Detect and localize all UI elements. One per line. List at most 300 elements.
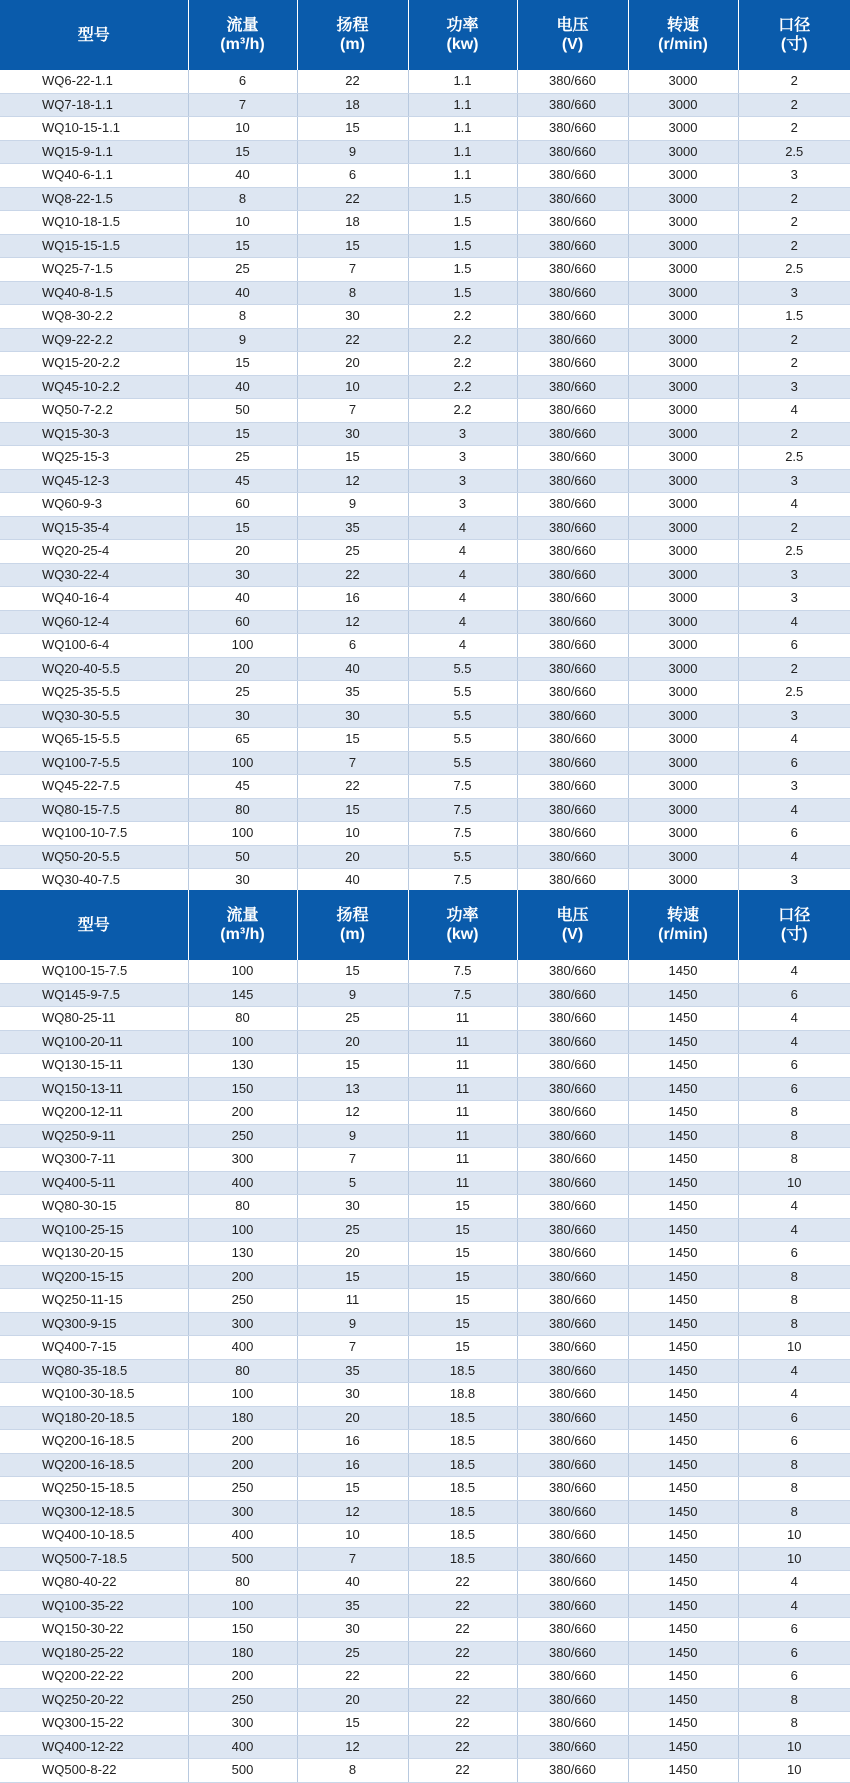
cell-model: WQ50-20-5.5 xyxy=(0,845,188,869)
column-header-label: 功率 xyxy=(409,906,517,925)
table-row xyxy=(0,1759,850,1783)
table-row xyxy=(0,375,850,399)
cell-power: 4 xyxy=(408,563,517,587)
cell-speed: 1450 xyxy=(628,960,738,983)
cell-flow: 40 xyxy=(188,164,297,188)
cell-head: 7 xyxy=(297,751,408,775)
table-body xyxy=(0,70,850,916)
table-row xyxy=(0,1359,850,1383)
cell-head: 12 xyxy=(297,1735,408,1759)
cell-speed: 1450 xyxy=(628,1594,738,1618)
cell-voltage: 380/660 xyxy=(517,1289,628,1313)
cell-flow: 300 xyxy=(188,1712,297,1736)
cell-power: 7.5 xyxy=(408,983,517,1007)
cell-speed: 1450 xyxy=(628,1406,738,1430)
cell-power: 5.5 xyxy=(408,704,517,728)
cell-flow: 100 xyxy=(188,1383,297,1407)
cell-head: 15 xyxy=(297,1477,408,1501)
cell-diameter: 8 xyxy=(738,1312,850,1336)
cell-speed: 3000 xyxy=(628,446,738,470)
cell-voltage: 380/660 xyxy=(517,258,628,282)
cell-speed: 1450 xyxy=(628,1124,738,1148)
cell-power: 4 xyxy=(408,587,517,611)
cell-diameter: 4 xyxy=(738,798,850,822)
cell-diameter: 2 xyxy=(738,422,850,446)
cell-head: 15 xyxy=(297,1054,408,1078)
cell-diameter: 3 xyxy=(738,704,850,728)
cell-diameter: 6 xyxy=(738,1430,850,1454)
cell-flow: 8 xyxy=(188,187,297,211)
cell-head: 22 xyxy=(297,775,408,799)
column-header-label: 扬程 xyxy=(298,16,408,35)
cell-speed: 1450 xyxy=(628,1383,738,1407)
cell-diameter: 6 xyxy=(738,822,850,846)
cell-model: WQ8-22-1.5 xyxy=(0,187,188,211)
cell-head: 10 xyxy=(297,822,408,846)
table-row xyxy=(0,93,850,117)
cell-voltage: 380/660 xyxy=(517,1007,628,1031)
table-row xyxy=(0,751,850,775)
cell-flow: 25 xyxy=(188,446,297,470)
cell-voltage: 380/660 xyxy=(517,1641,628,1665)
table-row xyxy=(0,422,850,446)
cell-speed: 1450 xyxy=(628,1242,738,1266)
table-row xyxy=(0,1688,850,1712)
cell-diameter: 3 xyxy=(738,375,850,399)
cell-flow: 180 xyxy=(188,1406,297,1430)
cell-voltage: 380/660 xyxy=(517,1594,628,1618)
cell-speed: 3000 xyxy=(628,845,738,869)
cell-power: 5.5 xyxy=(408,728,517,752)
cell-voltage: 380/660 xyxy=(517,775,628,799)
cell-power: 1.5 xyxy=(408,234,517,258)
cell-speed: 3000 xyxy=(628,422,738,446)
cell-flow: 60 xyxy=(188,610,297,634)
cell-power: 5.5 xyxy=(408,845,517,869)
cell-power: 22 xyxy=(408,1571,517,1595)
column-header-voltage xyxy=(517,890,628,960)
cell-model: WQ200-16-18.5 xyxy=(0,1453,188,1477)
cell-flow: 25 xyxy=(188,681,297,705)
cell-power: 15 xyxy=(408,1336,517,1360)
cell-model: WQ400-7-15 xyxy=(0,1336,188,1360)
cell-speed: 1450 xyxy=(628,1524,738,1548)
cell-model: WQ180-25-22 xyxy=(0,1641,188,1665)
cell-model: WQ200-12-11 xyxy=(0,1101,188,1125)
cell-flow: 15 xyxy=(188,422,297,446)
cell-model: WQ200-22-22 xyxy=(0,1665,188,1689)
cell-model: WQ100-20-11 xyxy=(0,1030,188,1054)
column-header-diameter xyxy=(738,0,850,70)
cell-head: 9 xyxy=(297,983,408,1007)
cell-speed: 3000 xyxy=(628,634,738,658)
cell-speed: 1450 xyxy=(628,1218,738,1242)
table-row xyxy=(0,775,850,799)
cell-speed: 1450 xyxy=(628,1641,738,1665)
cell-voltage: 380/660 xyxy=(517,1124,628,1148)
cell-power: 1.5 xyxy=(408,281,517,305)
cell-voltage: 380/660 xyxy=(517,328,628,352)
cell-diameter: 6 xyxy=(738,1641,850,1665)
cell-diameter: 10 xyxy=(738,1547,850,1571)
cell-model: WQ100-30-18.5 xyxy=(0,1383,188,1407)
cell-diameter: 10 xyxy=(738,1336,850,1360)
column-header-label: 扬程 xyxy=(298,906,408,925)
column-header-head xyxy=(297,890,408,960)
column-header-speed xyxy=(628,0,738,70)
cell-head: 15 xyxy=(297,1712,408,1736)
cell-diameter: 4 xyxy=(738,1383,850,1407)
cell-flow: 20 xyxy=(188,540,297,564)
cell-power: 7.5 xyxy=(408,960,517,983)
cell-voltage: 380/660 xyxy=(517,845,628,869)
cell-voltage: 380/660 xyxy=(517,751,628,775)
cell-flow: 400 xyxy=(188,1171,297,1195)
cell-model: WQ130-20-15 xyxy=(0,1242,188,1266)
cell-voltage: 380/660 xyxy=(517,1195,628,1219)
cell-voltage: 380/660 xyxy=(517,1265,628,1289)
cell-speed: 1450 xyxy=(628,1688,738,1712)
cell-voltage: 380/660 xyxy=(517,540,628,564)
cell-flow: 300 xyxy=(188,1312,297,1336)
column-header-model xyxy=(0,890,188,960)
cell-model: WQ100-6-4 xyxy=(0,634,188,658)
cell-voltage: 380/660 xyxy=(517,1030,628,1054)
cell-model: WQ25-35-5.5 xyxy=(0,681,188,705)
cell-head: 7 xyxy=(297,1336,408,1360)
cell-power: 7.5 xyxy=(408,822,517,846)
cell-head: 25 xyxy=(297,540,408,564)
cell-model: WQ250-15-18.5 xyxy=(0,1477,188,1501)
table-row xyxy=(0,1312,850,1336)
cell-head: 22 xyxy=(297,563,408,587)
cell-flow: 200 xyxy=(188,1453,297,1477)
cell-model: WQ7-18-1.1 xyxy=(0,93,188,117)
cell-speed: 3000 xyxy=(628,610,738,634)
cell-voltage: 380/660 xyxy=(517,1712,628,1736)
cell-flow: 80 xyxy=(188,1007,297,1031)
cell-power: 5.5 xyxy=(408,657,517,681)
cell-power: 4 xyxy=(408,516,517,540)
cell-diameter: 4 xyxy=(738,399,850,423)
cell-speed: 3000 xyxy=(628,352,738,376)
cell-model: WQ300-12-18.5 xyxy=(0,1500,188,1524)
cell-voltage: 380/660 xyxy=(517,234,628,258)
cell-diameter: 3 xyxy=(738,164,850,188)
table-row xyxy=(0,1383,850,1407)
cell-voltage: 380/660 xyxy=(517,1171,628,1195)
cell-power: 7.5 xyxy=(408,869,517,893)
cell-model: WQ80-15-7.5 xyxy=(0,798,188,822)
column-header-unit: (V) xyxy=(518,35,628,54)
cell-flow: 60 xyxy=(188,493,297,517)
column-header-label: 转速 xyxy=(629,16,738,35)
cell-diameter: 2 xyxy=(738,70,850,93)
cell-flow: 250 xyxy=(188,1477,297,1501)
cell-speed: 3000 xyxy=(628,93,738,117)
table-row xyxy=(0,1077,850,1101)
cell-flow: 50 xyxy=(188,845,297,869)
cell-model: WQ40-16-4 xyxy=(0,587,188,611)
cell-speed: 1450 xyxy=(628,1359,738,1383)
cell-flow: 15 xyxy=(188,234,297,258)
cell-head: 9 xyxy=(297,1124,408,1148)
cell-diameter: 3 xyxy=(738,563,850,587)
cell-voltage: 380/660 xyxy=(517,375,628,399)
cell-speed: 3000 xyxy=(628,704,738,728)
cell-flow: 400 xyxy=(188,1336,297,1360)
cell-diameter: 4 xyxy=(738,960,850,983)
cell-model: WQ300-15-22 xyxy=(0,1712,188,1736)
table-row xyxy=(0,1007,850,1031)
cell-diameter: 2.5 xyxy=(738,540,850,564)
table-row xyxy=(0,798,850,822)
column-header-unit: (kw) xyxy=(409,35,517,54)
cell-speed: 1450 xyxy=(628,1289,738,1313)
cell-head: 30 xyxy=(297,1618,408,1642)
cell-diameter: 2 xyxy=(738,516,850,540)
cell-power: 1.5 xyxy=(408,258,517,282)
cell-model: WQ6-22-1.1 xyxy=(0,70,188,93)
cell-flow: 8 xyxy=(188,305,297,329)
cell-model: WQ200-15-15 xyxy=(0,1265,188,1289)
cell-diameter: 4 xyxy=(738,493,850,517)
column-header-label: 口径 xyxy=(739,16,850,35)
cell-head: 18 xyxy=(297,93,408,117)
cell-model: WQ30-30-5.5 xyxy=(0,704,188,728)
cell-speed: 3000 xyxy=(628,164,738,188)
cell-head: 12 xyxy=(297,469,408,493)
cell-flow: 130 xyxy=(188,1054,297,1078)
table-row xyxy=(0,563,850,587)
cell-diameter: 8 xyxy=(738,1289,850,1313)
cell-diameter: 6 xyxy=(738,1618,850,1642)
table-row xyxy=(0,352,850,376)
column-header-label: 口径 xyxy=(739,906,850,925)
cell-model: WQ100-25-15 xyxy=(0,1218,188,1242)
cell-flow: 250 xyxy=(188,1289,297,1313)
cell-flow: 6 xyxy=(188,70,297,93)
cell-head: 20 xyxy=(297,1406,408,1430)
cell-diameter: 6 xyxy=(738,1406,850,1430)
cell-model: WQ500-7-18.5 xyxy=(0,1547,188,1571)
column-header-unit: (V) xyxy=(518,925,628,944)
cell-flow: 300 xyxy=(188,1148,297,1172)
cell-speed: 1450 xyxy=(628,1030,738,1054)
cell-flow: 15 xyxy=(188,140,297,164)
table-row xyxy=(0,1406,850,1430)
cell-voltage: 380/660 xyxy=(517,1477,628,1501)
cell-head: 30 xyxy=(297,1195,408,1219)
cell-model: WQ60-12-4 xyxy=(0,610,188,634)
cell-speed: 1450 xyxy=(628,1477,738,1501)
cell-speed: 3000 xyxy=(628,70,738,93)
cell-flow: 100 xyxy=(188,960,297,983)
cell-model: WQ500-8-22 xyxy=(0,1759,188,1783)
cell-flow: 400 xyxy=(188,1735,297,1759)
cell-voltage: 380/660 xyxy=(517,1312,628,1336)
cell-flow: 30 xyxy=(188,869,297,893)
cell-power: 22 xyxy=(408,1688,517,1712)
cell-model: WQ180-20-18.5 xyxy=(0,1406,188,1430)
cell-head: 10 xyxy=(297,1524,408,1548)
cell-head: 15 xyxy=(297,117,408,141)
cell-diameter: 10 xyxy=(738,1759,850,1783)
cell-speed: 3000 xyxy=(628,328,738,352)
table-row xyxy=(0,1477,850,1501)
table-row xyxy=(0,983,850,1007)
cell-head: 10 xyxy=(297,375,408,399)
cell-model: WQ40-6-1.1 xyxy=(0,164,188,188)
cell-diameter: 6 xyxy=(738,1054,850,1078)
column-header-unit: (m) xyxy=(298,35,408,54)
cell-model: WQ10-18-1.5 xyxy=(0,211,188,235)
cell-power: 15 xyxy=(408,1195,517,1219)
cell-head: 25 xyxy=(297,1641,408,1665)
cell-speed: 1450 xyxy=(628,1265,738,1289)
cell-model: WQ40-8-1.5 xyxy=(0,281,188,305)
cell-voltage: 380/660 xyxy=(517,305,628,329)
cell-model: WQ50-7-2.2 xyxy=(0,399,188,423)
cell-head: 20 xyxy=(297,845,408,869)
cell-power: 2.2 xyxy=(408,399,517,423)
table-row xyxy=(0,1242,850,1266)
column-header-label: 型号 xyxy=(0,26,188,45)
cell-speed: 1450 xyxy=(628,1101,738,1125)
cell-speed: 3000 xyxy=(628,798,738,822)
table-row xyxy=(0,657,850,681)
cell-speed: 1450 xyxy=(628,1453,738,1477)
cell-voltage: 380/660 xyxy=(517,1054,628,1078)
cell-model: WQ15-30-3 xyxy=(0,422,188,446)
cell-model: WQ300-9-15 xyxy=(0,1312,188,1336)
cell-flow: 300 xyxy=(188,1500,297,1524)
cell-speed: 1450 xyxy=(628,983,738,1007)
table-row xyxy=(0,1148,850,1172)
cell-speed: 3000 xyxy=(628,822,738,846)
cell-head: 7 xyxy=(297,1148,408,1172)
table-row xyxy=(0,610,850,634)
cell-voltage: 380/660 xyxy=(517,164,628,188)
cell-flow: 500 xyxy=(188,1547,297,1571)
cell-voltage: 380/660 xyxy=(517,869,628,893)
cell-model: WQ30-22-4 xyxy=(0,563,188,587)
cell-head: 20 xyxy=(297,352,408,376)
table-row xyxy=(0,869,850,893)
cell-power: 15 xyxy=(408,1289,517,1313)
cell-speed: 1450 xyxy=(628,1665,738,1689)
cell-model: WQ100-15-7.5 xyxy=(0,960,188,983)
table-row xyxy=(0,1665,850,1689)
cell-speed: 3000 xyxy=(628,869,738,893)
cell-flow: 100 xyxy=(188,822,297,846)
cell-head: 20 xyxy=(297,1030,408,1054)
cell-head: 6 xyxy=(297,634,408,658)
cell-power: 1.1 xyxy=(408,164,517,188)
cell-voltage: 380/660 xyxy=(517,493,628,517)
table-row xyxy=(0,305,850,329)
cell-head: 40 xyxy=(297,869,408,893)
cell-head: 5 xyxy=(297,1171,408,1195)
cell-diameter: 3 xyxy=(738,469,850,493)
table-row xyxy=(0,117,850,141)
table-row xyxy=(0,1524,850,1548)
cell-model: WQ45-10-2.2 xyxy=(0,375,188,399)
cell-flow: 80 xyxy=(188,1571,297,1595)
cell-voltage: 380/660 xyxy=(517,798,628,822)
cell-voltage: 380/660 xyxy=(517,93,628,117)
cell-speed: 3000 xyxy=(628,140,738,164)
cell-voltage: 380/660 xyxy=(517,983,628,1007)
cell-power: 18.5 xyxy=(408,1406,517,1430)
column-header-label: 转速 xyxy=(629,906,738,925)
cell-model: WQ9-22-2.2 xyxy=(0,328,188,352)
table-row xyxy=(0,1265,850,1289)
cell-voltage: 380/660 xyxy=(517,1359,628,1383)
cell-voltage: 380/660 xyxy=(517,634,628,658)
cell-voltage: 380/660 xyxy=(517,728,628,752)
cell-speed: 3000 xyxy=(628,234,738,258)
cell-voltage: 380/660 xyxy=(517,1077,628,1101)
cell-diameter: 2 xyxy=(738,352,850,376)
cell-head: 7 xyxy=(297,1547,408,1571)
cell-power: 11 xyxy=(408,1124,517,1148)
cell-diameter: 8 xyxy=(738,1265,850,1289)
cell-voltage: 380/660 xyxy=(517,140,628,164)
cell-power: 11 xyxy=(408,1007,517,1031)
cell-speed: 3000 xyxy=(628,187,738,211)
cell-model: WQ8-30-2.2 xyxy=(0,305,188,329)
cell-diameter: 8 xyxy=(738,1124,850,1148)
cell-power: 1.5 xyxy=(408,211,517,235)
cell-voltage: 380/660 xyxy=(517,211,628,235)
cell-diameter: 2 xyxy=(738,187,850,211)
cell-power: 1.1 xyxy=(408,117,517,141)
cell-power: 5.5 xyxy=(408,751,517,775)
cell-diameter: 4 xyxy=(738,610,850,634)
column-header-label: 型号 xyxy=(0,916,188,935)
cell-power: 3 xyxy=(408,422,517,446)
cell-head: 11 xyxy=(297,1289,408,1313)
cell-voltage: 380/660 xyxy=(517,187,628,211)
cell-flow: 15 xyxy=(188,352,297,376)
cell-diameter: 2 xyxy=(738,93,850,117)
table-row xyxy=(0,1030,850,1054)
cell-flow: 100 xyxy=(188,634,297,658)
table-row xyxy=(0,1641,850,1665)
cell-voltage: 380/660 xyxy=(517,1688,628,1712)
cell-flow: 80 xyxy=(188,798,297,822)
table-row xyxy=(0,281,850,305)
cell-head: 6 xyxy=(297,164,408,188)
cell-speed: 1450 xyxy=(628,1148,738,1172)
cell-voltage: 380/660 xyxy=(517,1524,628,1548)
cell-voltage: 380/660 xyxy=(517,1571,628,1595)
cell-speed: 3000 xyxy=(628,281,738,305)
cell-model: WQ60-9-3 xyxy=(0,493,188,517)
cell-power: 11 xyxy=(408,1054,517,1078)
cell-flow: 45 xyxy=(188,469,297,493)
cell-power: 18.5 xyxy=(408,1453,517,1477)
cell-flow: 100 xyxy=(188,1218,297,1242)
cell-speed: 3000 xyxy=(628,469,738,493)
cell-flow: 65 xyxy=(188,728,297,752)
column-header-unit: (m³/h) xyxy=(189,925,297,944)
cell-diameter: 10 xyxy=(738,1524,850,1548)
cell-flow: 40 xyxy=(188,281,297,305)
cell-power: 22 xyxy=(408,1618,517,1642)
table-row xyxy=(0,1054,850,1078)
